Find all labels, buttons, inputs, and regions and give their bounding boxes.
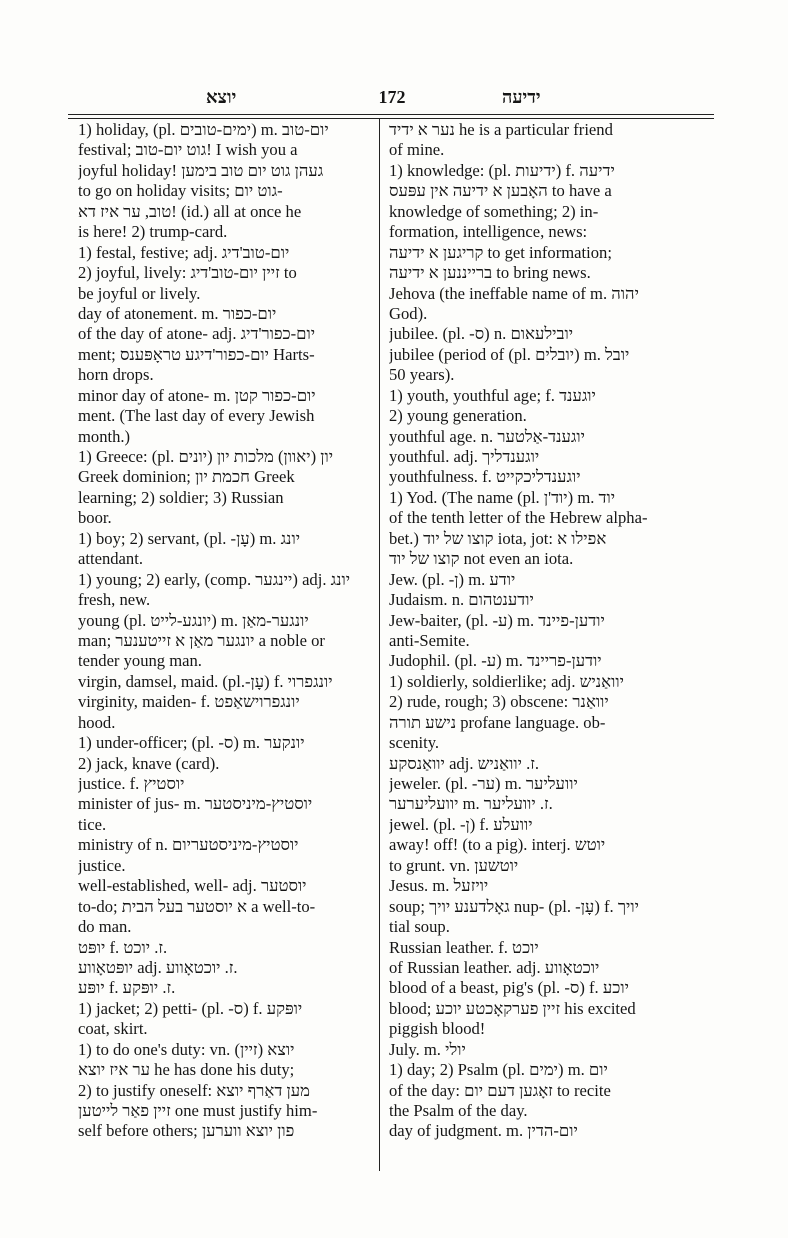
entry-line: יוועליערער m. ז. יוועליער. [389,794,553,814]
entry-line: 1) boy; 2) servant, (pl. -עָן) m. יונג [78,528,301,548]
entry-line: יופּט f. ז. יוכט. [78,937,168,957]
entry-line: away! off! (to a pig). interj. יוטש [389,835,606,855]
entry-line: virginity, maiden- f. יונגפרוישאַפט [78,692,300,712]
entry-line: young (pl. יונגע-לייט) m. יונגער-מאַן [78,610,309,630]
entry-line: קוצו של יוד not even an iota. [389,549,574,569]
entry-line: jeweler. (pl. -ער) m. יוועליער [389,774,578,793]
page-number: 172 [378,87,406,107]
entry-line: Judophil. (pl. -ע) m. יודען-פריינד [389,651,602,671]
header-right-guide-word: ידיעה [502,87,541,107]
entry-line: ברייננען א ידיעה to bring news. [389,263,591,283]
entry-line: 1) youth, youthful age; f. יוגענד [389,385,596,405]
entry-line: do man. [78,917,132,937]
left-column [78,120,372,1142]
entry-line: of Russian leather. adj. יוכטאָווע [389,957,600,977]
entry-line: יוואַנסקע adj. ז. יוואַניש. [389,753,540,773]
entry-line: learning; 2) soldier; 3) Russian [78,487,284,507]
entry-line: 50 years). [389,365,455,385]
entry-line: 2) joyful, lively: זיין יום-טוב'דיג to [78,263,297,283]
entry-line: זיין פאַר לייטען one must justify him- [78,1101,318,1120]
entry-line: God). [389,303,428,323]
entry-line: 1) soldierly, soldierlike; adj. יוואַניש [389,671,624,691]
entry-line: 1) Yod. (The name (pl. יוד'ן) m. יוד [389,487,616,507]
entry-line: 1) holiday, (pl. ימים-טובים) m. יום-טוב [78,120,329,139]
entry-line: knowledge of something; 2) in- [389,201,599,221]
header-rule [68,114,714,115]
entry-line: to go on holiday visits; גוט יום- [78,181,283,201]
entry-line: of mine. [389,140,445,160]
entry-line: day of judgment. m. יום-הדין [389,1121,578,1141]
entry-line: of the day: זאָגען דעם יום to recite [389,1080,611,1100]
entry-line: coat, skirt. [78,1019,148,1039]
column-divider [379,119,380,1171]
right-column [389,120,709,1142]
entry-line: 1) knowledge: (pl. ידיעות) f. ידיעה [389,160,615,180]
entry-line: 1) Greece: (pl. יונים) יון (יאוון) מלכות יון [78,447,334,466]
entry-line: נישע תורה profane language. ob- [389,712,606,732]
entry-line: man; יונגער מאַן א זייטענער a noble or [78,630,325,650]
entry-line: 1) day; 2) Psalm (pl. ימים) m. יום [389,1060,608,1080]
entry-line: Greek dominion; חכמת יון Greek [78,467,295,487]
entry-line: האָבען א ידיעה אין עפּעס to have a [389,181,612,201]
entry-line: ment; יום-כפור'דיגע טראָפּענס Harts- [78,344,315,364]
entry-line: minor day of atone- m. יום-כפור קטן [78,385,316,405]
entry-line: youthfulness. f. יוגענדליכקייט [389,467,581,487]
entry-line: 2) rude, rough; 3) obscene: יוואַנר [389,692,609,712]
entry-line: 2) young generation. [389,406,527,426]
entry-line: blood; זיין פערקאָכטע יוכע his excited [389,998,636,1018]
entry-line: anti-Semite. [389,630,470,650]
entry-line: 1) jacket; 2) petti- (pl. -ס) f. יופּקע [78,998,303,1018]
entry-line: קריגען א ידיעה to get information; [389,242,612,262]
entry-line: יופּטאָווע adj. ז. יוכטאָווע. [78,957,238,977]
entry-line: Judaism. n. יודענטהום [389,590,534,610]
header-rule-thin [68,118,714,119]
entry-line: ministry of n. יוסטיץ-מיניסטעריום [78,835,299,855]
entry-line: virgin, damsel, maid. (pl.-עָן) f. יונגפרוי [78,671,333,691]
entry-line: month.) [78,426,131,446]
entry-line: jubilee. (pl. -ס) n. יובילעאום [389,324,574,344]
entry-line: of the tenth letter of the Hebrew alpha- [389,508,648,528]
entry-line: Jew. (pl. -ן) m. יודע [389,569,516,589]
entry-line: 1) to do one's duty: vn. (זיין) יוצא [78,1039,295,1059]
entry-line: to grunt. vn. יוטשען [389,855,519,875]
entry-line: jewel. (pl. -ן) f. יוועלע [389,814,533,834]
entry-line: attendant. [78,549,143,569]
entry-line: July. m. יולי [389,1039,466,1059]
entry-line: of the day of atone- adj. יום-כפור'דיג [78,324,316,344]
entry-line: day of atonement. m. יום-כפור [78,303,277,323]
entry-line: formation, intelligence, news: [389,222,588,242]
entry-line: bet.) קוצו של יוד iota, jot: אפילו א [389,528,607,548]
entry-line: minister of jus- m. יוסטיץ-מיניסטער [78,794,313,814]
entry-line: be joyful or lively. [78,283,201,303]
entry-line: soup; גאָלדענע יויך nup- (pl. -עָן) f. יויך [389,896,639,916]
entry-line: is here! 2) trump-card. [78,222,228,242]
entry-line: boor. [78,508,112,528]
entry-line: Jesus. m. יויזעל [389,876,489,896]
entry-line: horn drops. [78,365,154,385]
entry-line: blood of a beast, pig's (pl. -ס) f. יוכע [389,978,629,998]
entry-line: נער א ידיד he is a particular friend [389,120,613,139]
entry-line: the Psalm of the day. [389,1101,528,1120]
entry-line: ment. (The last day of every Jewish [78,406,315,426]
entry-line: to-do; א יוסטער בעל הבית a well-to- [78,896,316,916]
entry-line: 2) jack, knave (card). [78,753,220,773]
header-left-guide-word: יוצא [206,87,237,107]
entry-line: festival; גוט יום-טוב! I wish you a [78,140,298,160]
entry-line: joyful holiday! געהן גוט יום טוב בימען [78,160,324,180]
entry-line: fresh, new. [78,590,151,610]
entry-line: 1) under-officer; (pl. -ס) m. יונקער [78,733,305,753]
entry-line: Russian leather. f. יוכט [389,937,539,957]
entry-line: Jehova (the ineffable name of m. יהוה [389,283,639,303]
entry-line: 1) festal, festive; adj. יום-טוב'דיג [78,242,290,262]
entry-line: piggish blood! [389,1019,486,1039]
entry-line: scenity. [389,733,440,753]
entry-line: youthful age. n. יוגענד-אַלטער [389,426,585,446]
entry-line: youthful. adj. יוגענדליך [389,447,540,466]
entry-line: self before others; פון יוצא ווערען [78,1121,295,1141]
entry-line: tial soup. [389,917,450,937]
entry-line: tender young man. [78,651,202,671]
entry-line: hood. [78,712,116,732]
entry-line: יופּע f. ז. יופּקע. [78,978,176,998]
entry-line: well-established, well- adj. יוסטער [78,876,307,896]
entry-line: jubilee (period of (pl. יובלים) m. יובל [389,344,630,364]
entry-line: justice. [78,855,126,875]
entry-line: 2) to justify oneself: מען דאַרף יוצא [78,1080,310,1100]
entry-line: Jew-baiter, (pl. -ע) m. יודען-פיינד [389,610,605,630]
entry-line: טוב, ער איז דא! (id.) all at once he [78,201,302,221]
entry-line: ער איז יוצא he has done his duty; [78,1060,295,1080]
entry-line: tice. [78,814,107,834]
entry-line: 1) young; 2) early, (comp. יינגער) adj. יונג [78,569,351,589]
entry-line: justice. f. יוסטיץ [78,774,185,793]
